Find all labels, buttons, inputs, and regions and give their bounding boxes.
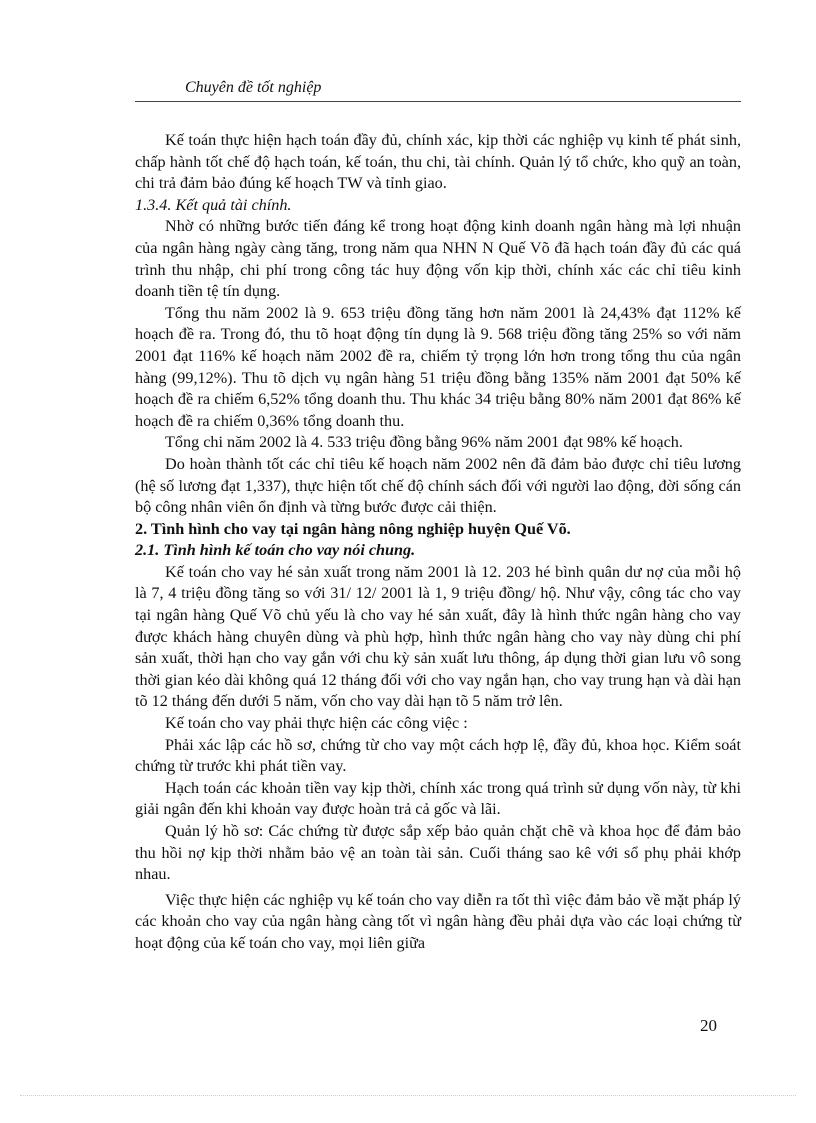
paragraph-total-expense: Tổng chi năm 2002 là 4. 533 triệu đồng bằng 96% năm 2001 đạt 98% kế hoạch.: [165, 433, 683, 452]
page-bottom-dotted-rule: [20, 1095, 796, 1096]
section-heading-2: 2. Tình hình cho vay tại ngân hàng nông nghiệp huyện Quế Võ.: [135, 519, 571, 538]
paragraph-salary-targets: Do hoàn thành tốt các chỉ tiêu kế hoạch năm 2002 nên đã đảm bảo được chỉ tiêu lương (hệ số lương đạt 1,337), thực hiện tốt chế độ chính sách đối với người lao động, đời sống cán bộ công nhân viên ổn định và từng bước được cải thiện.: [135, 454, 741, 517]
paragraph-loan-tasks-intro: Kế toán cho vay phải thực hiện các công việc :: [165, 714, 468, 733]
paragraph-loan-accounting: Kế toán cho vay hé sản xuất trong năm 2001 là 12. 203 hé bình quân dư nợ của mỗi hộ là 7, 4 triệu đồng tăng so với 31/ 12/ 2001 là 1, 9 triệu đồng/ hộ. Như vậy, công tác cho vay tại ngân hàng Quế Võ chủ yếu là cho vay hé sản xuất, đây là hình thức ngân hàng cho vay được khách hàng chuyên dùng và phù hợp, hình thức ngân hàng cho vay này dùng chi phí sản xuất, thời hạn cho vay gắn với chu kỳ sản xuất lưu thông, áp dụng thời gian lưu vô song thời gian kéo dài không quá 12 tháng đối với cho vay ngắn hạn, cho vay trung hạn và dài hạn tõ 12 tháng đến dưới 5 năm, vốn cho vay dài hạn tõ 5 năm trở lên.: [135, 562, 741, 711]
section-heading-2-1: 2.1. Tình hình kế toán cho vay nói chung.: [135, 541, 416, 560]
section-heading-1-3-4: 1.3.4. Kết quả tài chính.: [135, 195, 292, 214]
paragraph-financial-progress: Nhờ có những bước tiến đáng kể trong hoạt động kinh doanh ngân hàng mà lợi nhuận của ngân hàng ngày càng tăng, trong năm qua NHN N Quế Võ đã hạch toán đầy đủ các quá trình thu nhập, chi phí trong công tác huy động vốn kịp thời, chính xác các chỉ tiêu kinh doanh tiền tệ tín dụng.: [135, 217, 741, 301]
paragraph-legal-assurance: Việc thực hiện các nghiệp vụ kế toán cho vay diễn ra tốt thì việc đảm bảo về mặt pháp lý các khoản cho vay của ngân hàng càng tốt vì ngân hàng đều phải dựa vào các loại chứng từ hoạt động của kế toán cho vay, mọi liên giữa: [135, 890, 741, 952]
paragraph-task-records: Quản lý hồ sơ: Các chứng từ được sắp xếp bảo quản chặt chẽ và khoa học để đảm bảo thu hồi nợ kịp thời nhằm bảo vệ an toàn tài sản. Cuối tháng sao kê với sổ phụ phải khớp nhau.: [135, 822, 741, 884]
paragraph-total-revenue: Tổng thu năm 2002 là 9. 653 triệu đồng tăng hơn năm 2001 là 24,43% đạt 112% kế hoạch đề ra. Trong đó, thu tõ hoạt động tín dụng là 9. 568 triệu đồng tăng 25% so với năm 2001 đạt 116% kế hoạch năm 2002 đề ra, chiếm tỷ trọng lớn hơn trong tổng thu của ngân hàng (99,12%). Thu tõ dịch vụ ngân hàng 51 triệu đồng bằng 135% năm 2001 đạt 50% kế hoạch đề ra chiếm 6,52% tổng doanh thu. Thu khác 34 triệu bằng 80% năm 2001 đạt 86% kế hoạch đề ra chiếm 0,36% tổng doanh thu.: [135, 303, 741, 430]
page-header: [135, 78, 741, 100]
paragraph-task-accounting: Hạch toán các khoản tiền vay kịp thời, chính xác trong quá trình sử dụng vốn này, từ khi giải ngân đến khi khoản vay được hoàn trả cả gốc và lãi.: [135, 778, 741, 819]
header-rule: [135, 101, 741, 102]
page-number: 20: [700, 1016, 717, 1035]
paragraph-accounting-duties: Kế toán thực hiện hạch toán đầy đủ, chính xác, kịp thời các nghiệp vụ kinh tế phát sinh, chấp hành tốt chế độ hạch toán, kế toán, thu chi, tài chính. Quản lý tổ chức, kho quỹ an toàn, chi trả đảm bảo đúng kế hoạch TW và tỉnh giao.: [135, 131, 741, 193]
header-title: Chuyên đề tốt nghiệp: [185, 79, 322, 96]
paragraph-task-documents: Phải xác lập các hồ sơ, chứng từ cho vay một cách hợp lệ, đầy đủ, khoa học. Kiểm soát chứng từ trước khi phát tiền vay.: [135, 735, 741, 776]
document-body: [135, 130, 741, 955]
